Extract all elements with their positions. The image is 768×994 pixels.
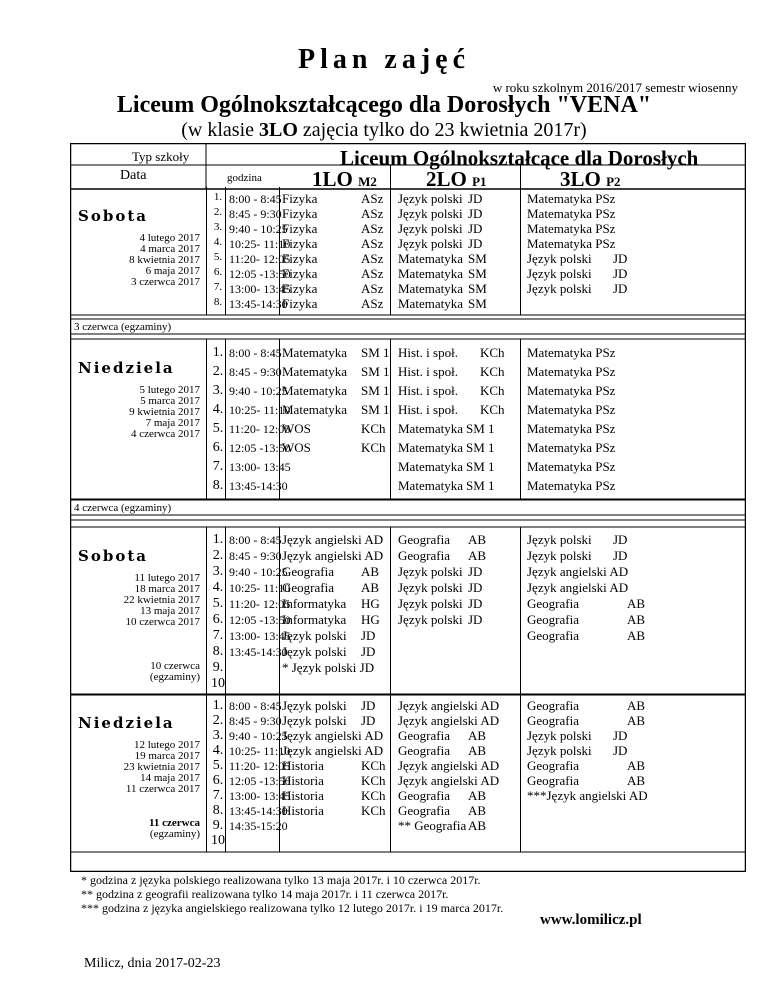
exam-note <box>70 661 200 683</box>
row-time: 13:45-14:30 <box>229 804 288 818</box>
row-time: 10:25- 11:10 <box>229 744 291 758</box>
day-name: Niedziela <box>78 714 175 732</box>
row-number: 6. <box>212 611 224 627</box>
date-entry: 7 maja 2017 <box>145 417 200 429</box>
class1-teacher: AB <box>361 563 380 579</box>
class2-teacher: KCh <box>480 364 505 379</box>
class1-subject: Fizyka <box>282 236 318 251</box>
row-time: 10:25- 11:10 <box>229 403 291 417</box>
row-number: 1. <box>212 345 224 360</box>
class2-subject: Matematyka <box>398 440 463 455</box>
class3-teacher: JD <box>613 251 628 266</box>
row-number: 1. <box>212 698 224 713</box>
date-entry: 11 czerwca 2017 <box>125 783 200 795</box>
exam-note-line: (egzaminy) <box>149 671 200 683</box>
date-entry: 22 kwietnia 2017 <box>123 594 200 606</box>
date-entry: 18 marca 2017 <box>134 583 200 595</box>
class3-subject: Matematyka PSz <box>527 364 616 379</box>
class-header-2lo: 2LO P1 <box>426 167 487 191</box>
row-number: 3. <box>212 563 224 579</box>
date-label: Data <box>120 168 147 183</box>
class1-teacher: KCh <box>361 440 386 455</box>
exam-note-line: 11 czerwca <box>149 817 200 829</box>
row-number: 5. <box>212 595 224 611</box>
page-title: Plan zajęć <box>297 44 471 75</box>
class2-subject: Język polski <box>398 206 463 221</box>
class2-teacher: SM 1 <box>466 421 495 436</box>
date-entry: 14 maja 2017 <box>140 772 200 784</box>
row-time: 8:00 - 8:45 <box>229 346 282 360</box>
footnote-3: *** godzina z języka angielskiego realizowana tylko 12 lutego 2017r. i 19 marca 2017r. <box>81 901 504 915</box>
class1-teacher: HG <box>361 611 380 627</box>
class3-teacher: JD <box>613 281 628 296</box>
row-time: 14:35-15:20 <box>229 819 288 833</box>
class2-teacher: SM <box>468 281 487 296</box>
class1-subject: Informatyka <box>282 611 347 627</box>
class2-teacher: SM <box>468 251 487 266</box>
class3-subject: Matematyka PSz <box>527 383 616 398</box>
row-time: 13:00- 13:45 <box>229 789 291 803</box>
class2-subject: Matematyka <box>398 251 463 266</box>
class2-subject: Język angielski AD <box>398 713 500 728</box>
class3-teacher: JD <box>613 547 628 563</box>
class2-subject: Hist. i społ. <box>398 383 458 398</box>
class3-subject: Matematyka PSz <box>527 459 616 474</box>
class1-subject: Historia <box>282 758 324 773</box>
class2-teacher: JD <box>468 611 483 627</box>
class2-teacher: JD <box>468 206 483 221</box>
class3-subject: Język angielski AD <box>527 579 629 595</box>
class1-subject: Geografia <box>282 579 334 595</box>
row-number: 4. <box>212 743 224 758</box>
row-number: 2. <box>213 206 223 218</box>
class2-teacher: KCh <box>480 383 505 398</box>
row-number: 2. <box>212 713 224 728</box>
row-number: 8. <box>212 803 224 818</box>
class3-subject: Matematyka PSz <box>527 221 616 236</box>
row-number: 4. <box>212 402 224 417</box>
class2-subject: Język polski <box>398 221 463 236</box>
class3-teacher: AB <box>627 758 646 773</box>
class3-teacher: AB <box>627 627 646 643</box>
class2-subject: Matematyka <box>398 296 463 311</box>
row-number: 3. <box>212 728 224 743</box>
row-number: 7. <box>212 627 224 643</box>
date-entry: 8 kwietnia 2017 <box>129 254 200 266</box>
row-time: 11:20- 12:05 <box>229 422 291 436</box>
row-number: 6. <box>213 266 223 278</box>
row-time: 8:45 - 9:30 <box>229 714 282 728</box>
row-number: 4. <box>213 236 223 248</box>
class2-teacher: AB <box>468 547 487 563</box>
class2-subject: Hist. i społ. <box>398 345 458 360</box>
row-time: 9:40 - 10:25 <box>229 564 288 579</box>
class3-teacher: AB <box>627 611 646 627</box>
class2-subject: Matematyka <box>398 459 463 474</box>
row-number: 8. <box>212 643 224 659</box>
class2-subject: Geografia <box>398 728 450 743</box>
class2-subject: Język polski <box>398 611 463 627</box>
block-dates <box>70 573 200 628</box>
class2-teacher: JD <box>468 191 483 206</box>
class2-teacher: JD <box>468 563 483 579</box>
class1-teacher: JD <box>361 698 376 713</box>
class3-subject: Matematyka PSz <box>527 478 616 493</box>
class1-subject: Historia <box>282 788 324 803</box>
school-type-label: Typ szkoły <box>132 149 190 164</box>
class3-subject: Matematyka PSz <box>527 236 616 251</box>
class2-subject: Język angielski AD <box>398 698 500 713</box>
class2-subject: Matematyka <box>398 421 463 436</box>
class2-teacher: JD <box>468 579 483 595</box>
row-number: 1. <box>213 191 223 203</box>
block-dates <box>70 740 200 795</box>
class2-subject: Język polski <box>398 563 463 579</box>
date-entry: 4 marca 2017 <box>140 243 200 255</box>
class2-subject: Język angielski AD <box>398 758 500 773</box>
row-number: 9. <box>212 659 224 675</box>
class1-teacher: ASz <box>361 251 384 266</box>
row-time: 8:00 - 8:45 <box>229 192 282 206</box>
class2-subject: Język polski <box>398 236 463 251</box>
class1-teacher: KCh <box>361 773 386 788</box>
date-entry: 5 marca 2017 <box>140 395 200 407</box>
class-note: (w klasie 3LO zajęcia tylko do 23 kwietnia 2017r) <box>181 119 587 141</box>
class1-subject: Język angielski AD <box>282 531 384 547</box>
row-time: 12:05 -13:50 <box>229 612 291 627</box>
row-time: 11:20- 12:05 <box>229 252 291 266</box>
class1-subject: Matematyka <box>282 402 347 417</box>
class3-subject: Matematyka PSz <box>527 440 616 455</box>
class3-subject: Matematyka PSz <box>527 206 616 221</box>
class3-subject: Matematyka PSz <box>527 345 616 360</box>
date-entry: 11 lutego 2017 <box>134 572 200 584</box>
place-date: Milicz, dnia 2017-02-23 <box>84 956 221 971</box>
class3-subject: Język polski <box>527 743 592 758</box>
class3-teacher: JD <box>613 266 628 281</box>
class2-teacher: JD <box>468 236 483 251</box>
class3-subject: Geografia <box>527 773 579 788</box>
class2-teacher: AB <box>468 803 487 818</box>
school-name: Liceum Ogólnokształcącego dla Dorosłych "VENA" <box>116 92 652 118</box>
class-header-1lo: 1LO M2 <box>312 167 377 191</box>
row-number: 3. <box>212 383 224 398</box>
row-time: 8:45 - 9:30 <box>229 207 282 221</box>
class3-subject: Język polski <box>527 266 592 281</box>
class1-subject: Fizyka <box>282 221 318 236</box>
class2-teacher: SM <box>468 296 487 311</box>
row-time: 13:00- 13:45 <box>229 460 291 474</box>
class1-subject: WOS <box>282 421 311 436</box>
row-number: 5. <box>212 421 224 436</box>
class3-subject: Geografia <box>527 713 579 728</box>
class1-teacher: AB <box>361 579 380 595</box>
row-time: 10:25- 11:10 <box>229 237 291 251</box>
class3-subject: Geografia <box>527 698 579 713</box>
row-time: 11:20- 12:05 <box>229 596 291 611</box>
row-time: 13:00- 13:45 <box>229 628 291 643</box>
class3-subject: Język polski <box>527 547 592 563</box>
class1-teacher: ASz <box>361 296 384 311</box>
class2-teacher: KCh <box>480 402 505 417</box>
class3-subject: Matematyka PSz <box>527 421 616 436</box>
class2-teacher: SM 1 <box>466 478 495 493</box>
class3-teacher: JD <box>613 743 628 758</box>
class1-teacher: KCh <box>361 758 386 773</box>
class1-subject: Fizyka <box>282 281 318 296</box>
class2-teacher: AB <box>468 743 487 758</box>
row-number: 9. <box>212 818 224 833</box>
class3-subject: Język polski <box>527 251 592 266</box>
class1-subject: Język polski <box>282 627 347 643</box>
school-type-value: Liceum Ogólnokształcące dla Dorosłych <box>340 146 699 170</box>
class2-subject: Matematyka <box>398 281 463 296</box>
class1-subject: Matematyka <box>282 383 347 398</box>
class1-subject: Język polski <box>282 698 347 713</box>
class3-subject: Geografia <box>527 758 579 773</box>
row-time: 8:00 - 8:45 <box>229 532 282 547</box>
hour-label: godzina <box>227 172 262 184</box>
class1-subject: Historia <box>282 773 324 788</box>
row-number: 4. <box>212 579 224 595</box>
class3-subject: Matematyka PSz <box>527 402 616 417</box>
exam-day-note: 3 czerwca (egzaminy) <box>74 321 172 333</box>
date-entry: 10 czerwca 2017 <box>125 616 200 628</box>
row-number: 5. <box>212 758 224 773</box>
class1-teacher: ASz <box>361 206 384 221</box>
class1-subject: Fizyka <box>282 266 318 281</box>
class1-subject: Historia <box>282 803 324 818</box>
class2-teacher: AB <box>468 818 487 833</box>
class1-teacher: SM 1 <box>361 402 390 417</box>
class1-subject: WOS <box>282 440 311 455</box>
row-time: 13:45-14:30 <box>229 297 288 311</box>
class3-subject: Język angielski AD <box>527 563 629 579</box>
row-time: 13:45-14:30 <box>229 479 288 493</box>
class1-teacher: ASz <box>361 221 384 236</box>
class2-subject: Język angielski AD <box>398 773 500 788</box>
class3-subject: Geografia <box>527 627 579 643</box>
row-time: 8:45 - 9:30 <box>229 548 282 563</box>
class1-teacher: ASz <box>361 191 384 206</box>
class1-subject: Język angielski AD <box>282 743 384 758</box>
class2-subject: Geografia <box>398 788 450 803</box>
row-time: 13:45-14:30 <box>229 644 288 659</box>
class3-subject: Język polski <box>527 281 592 296</box>
class1-teacher: JD <box>361 627 376 643</box>
row-number: 7. <box>213 281 223 293</box>
row-number: 2. <box>212 364 224 379</box>
class2-subject: Geografia <box>398 531 450 547</box>
row-time: 9:40 - 10:25 <box>229 729 288 743</box>
class2-teacher: AB <box>468 728 487 743</box>
row-time: 8:00 - 8:45 <box>229 699 282 713</box>
class3-teacher: AB <box>627 713 646 728</box>
exam-day-note: 4 czerwca (egzaminy) <box>74 502 172 514</box>
row-time: 12:05 -13:50 <box>229 774 291 788</box>
class1-subject: Informatyka <box>282 595 347 611</box>
block-dates <box>70 385 200 440</box>
date-entry: 4 czerwca 2017 <box>130 428 200 440</box>
website-text: www.lomilicz.pl <box>540 912 642 928</box>
class2-subject: Język polski <box>398 191 463 206</box>
date-entry: 5 lutego 2017 <box>139 384 200 396</box>
class3-teacher: JD <box>613 531 628 547</box>
class3-subject: Język polski <box>527 728 592 743</box>
class2-subject: Hist. i społ. <box>398 364 458 379</box>
row-number: 8. <box>212 478 224 493</box>
row-number: 6. <box>212 773 224 788</box>
class1-teacher: JD <box>361 713 376 728</box>
day-name: Niedziela <box>78 359 175 377</box>
day-name: Sobota <box>78 207 148 225</box>
date-entry: 13 maja 2017 <box>140 605 200 617</box>
class3-subject: Język polski <box>527 531 592 547</box>
row-number: 3. <box>213 221 223 233</box>
class1-teacher: JD <box>361 643 376 659</box>
row-time: 10:25- 11:10 <box>229 580 291 595</box>
date-entry: 23 kwietnia 2017 <box>123 761 200 773</box>
row-time: 11:20- 12:05 <box>229 759 291 773</box>
class2-subject: Język polski <box>398 595 463 611</box>
row-number: 8. <box>213 296 223 308</box>
class2-subject: Hist. i społ. <box>398 402 458 417</box>
class1-subject: Fizyka <box>282 296 318 311</box>
class2-teacher: SM 1 <box>466 440 495 455</box>
class2-subject: Język polski <box>398 579 463 595</box>
footnote-1: * godzina z języka polskiego realizowana tylko 13 maja 2017r. i 10 czerwca 2017r. <box>81 873 481 887</box>
class1-subject: Matematyka <box>282 364 347 379</box>
class3-teacher: AB <box>627 698 646 713</box>
class1-teacher: SM 1 <box>361 383 390 398</box>
row-number: 10 <box>211 833 225 848</box>
class3-subject: ***Język angielski AD <box>527 788 648 803</box>
row-time: 12:05 -13:50 <box>229 441 291 455</box>
class1-subject: * Język polski JD <box>282 659 375 675</box>
class2-subject: Geografia <box>398 547 450 563</box>
exam-note <box>70 818 200 840</box>
date-entry: 3 czerwca 2017 <box>130 276 200 288</box>
class2-subject: ** Geografia <box>398 818 467 833</box>
date-entry: 4 lutego 2017 <box>139 232 200 244</box>
class1-teacher: KCh <box>361 803 386 818</box>
class1-subject: Fizyka <box>282 206 318 221</box>
date-entry: 6 maja 2017 <box>145 265 200 277</box>
block-dates <box>70 233 200 288</box>
row-number: 7. <box>212 788 224 803</box>
schedule-table <box>70 143 746 872</box>
class2-subject: Matematyka <box>398 478 463 493</box>
class2-teacher: JD <box>468 221 483 236</box>
class1-teacher: KCh <box>361 788 386 803</box>
class1-subject: Język polski <box>282 643 347 659</box>
date-entry: 19 marca 2017 <box>134 750 200 762</box>
class2-subject: Matematyka <box>398 266 463 281</box>
row-time: 13:00- 13:45 <box>229 282 291 296</box>
class1-teacher: SM 1 <box>361 345 390 360</box>
class2-teacher: AB <box>468 531 487 547</box>
class1-teacher: SM 1 <box>361 364 390 379</box>
class1-subject: Język angielski AD <box>282 547 384 563</box>
class3-subject: Matematyka PSz <box>527 191 616 206</box>
exam-note-line: 10 czerwca <box>150 660 200 672</box>
row-number: 1. <box>212 531 224 547</box>
row-number: 7. <box>212 459 224 474</box>
class2-teacher: KCh <box>480 345 505 360</box>
class1-teacher: HG <box>361 595 380 611</box>
class1-subject: Matematyka <box>282 345 347 360</box>
row-time: 9:40 - 10:25 <box>229 384 288 398</box>
class1-subject: Język angielski AD <box>282 728 384 743</box>
row-number: 6. <box>212 440 224 455</box>
class3-subject: Geografia <box>527 595 579 611</box>
class3-subject: Geografia <box>527 611 579 627</box>
class1-teacher: ASz <box>361 236 384 251</box>
class2-subject: Geografia <box>398 803 450 818</box>
class1-teacher: KCh <box>361 421 386 436</box>
footnote-2: ** godzina z geografii realizowana tylko 14 maja 2017r. i 11 czerwca 2017r. <box>81 887 449 901</box>
class3-teacher: AB <box>627 595 646 611</box>
row-time: 9:40 - 10:25 <box>229 222 288 236</box>
class2-teacher: SM 1 <box>466 459 495 474</box>
row-number: 10 <box>211 675 225 691</box>
class3-teacher: AB <box>627 773 646 788</box>
class2-subject: Geografia <box>398 743 450 758</box>
class1-teacher: ASz <box>361 281 384 296</box>
class2-teacher: JD <box>468 595 483 611</box>
class1-subject: Fizyka <box>282 191 318 206</box>
class-header-3lo: 3LO P2 <box>560 167 621 191</box>
day-name: Sobota <box>78 547 148 565</box>
class3-teacher: JD <box>613 728 628 743</box>
class1-subject: Geografia <box>282 563 334 579</box>
class2-teacher: SM <box>468 266 487 281</box>
row-number: 2. <box>212 547 224 563</box>
row-number: 5. <box>213 251 223 263</box>
date-entry: 12 lutego 2017 <box>134 739 200 751</box>
class1-subject: Język polski <box>282 713 347 728</box>
class2-teacher: AB <box>468 788 487 803</box>
row-time: 8:45 - 9:30 <box>229 365 282 379</box>
page-subtitle: w roku szkolnym 2016/2017 semestr wiosenny <box>492 80 738 95</box>
exam-note-line: (egzaminy) <box>149 828 200 840</box>
row-time: 12:05 -13:50 <box>229 267 291 281</box>
date-entry: 9 kwietnia 2017 <box>129 406 200 418</box>
class1-subject: Fizyka <box>282 251 318 266</box>
class1-teacher: ASz <box>361 266 384 281</box>
